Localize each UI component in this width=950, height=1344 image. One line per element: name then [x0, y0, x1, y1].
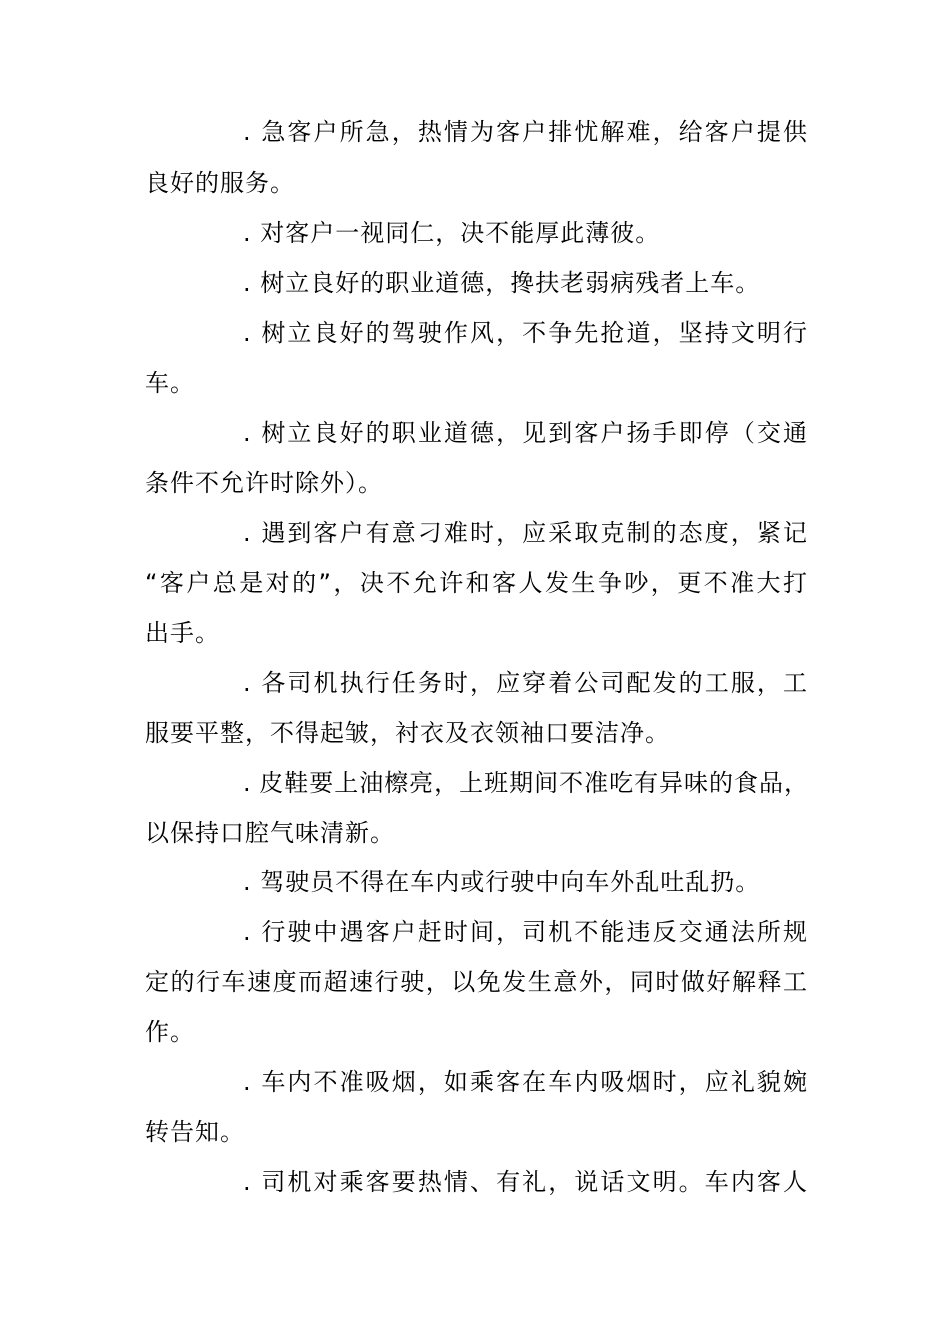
paragraph-line: “客户总是对的”，决不允许和客人发生争吵，更不准大打 [145, 569, 808, 597]
paragraph-line: . 司机对乘客要热情、有礼，说话文明。车内客人 [243, 1168, 808, 1196]
paragraph-line: . 遇到客户有意刁难时，应采取克制的态度，紧记 [243, 519, 808, 547]
paragraph-line: 服要平整，不得起皱，衬衣及衣领袖口要洁净。 [145, 719, 670, 747]
paragraph-line: . 驾驶员不得在车内或行驶中向车外乱吐乱扔。 [243, 868, 761, 896]
paragraph-line: 良好的服务。 [145, 169, 295, 197]
paragraph-line: . 急客户所急，热情为客户排忧解难，给客户提供 [243, 118, 808, 146]
paragraph-line: 条件不允许时除外）。 [145, 469, 383, 497]
paragraph-line: . 车内不准吸烟，如乘客在车内吸烟时，应礼貌婉 [243, 1068, 808, 1096]
paragraph-line: 转告知。 [145, 1118, 245, 1146]
paragraph-line: 出手。 [145, 619, 220, 647]
paragraph-line: 作。 [145, 1018, 195, 1046]
paragraph-line: . 树立良好的职业道德，搀扶老弱病残者上车。 [243, 269, 761, 297]
paragraph-line: . 对客户一视同仁，决不能厚此薄彼。 [243, 219, 661, 247]
paragraph-line: . 皮鞋要上油檫亮，上班期间不准吃有异味的食品， [243, 769, 808, 797]
paragraph-line: . 行驶中遇客户赶时间，司机不能违反交通法所规 [243, 918, 808, 946]
paragraph-line: . 树立良好的驾驶作风，不争先抢道，坚持文明行 [243, 319, 808, 347]
paragraph-line: 以保持口腔气味清新。 [145, 819, 395, 847]
paragraph-line: 定的行车速度而超速行驶，以免发生意外，同时做好解释工 [145, 968, 808, 996]
paragraph-line: . 各司机执行任务时，应穿着公司配发的工服，工 [243, 669, 808, 697]
paragraph-line: . 树立良好的职业道德，见到客户扬手即停（交通 [243, 419, 808, 447]
paragraph-line: 车。 [145, 369, 195, 397]
